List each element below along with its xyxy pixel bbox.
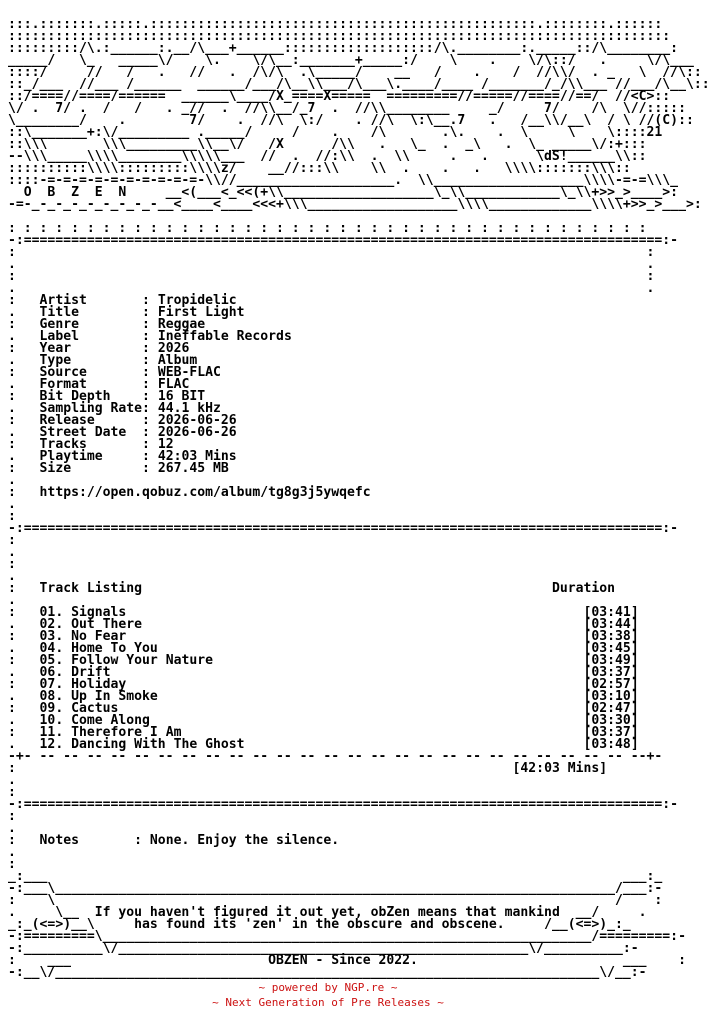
track-row: : 09. Cactus [02:47] bbox=[8, 701, 639, 716]
info-row: . Title : First Light bbox=[8, 305, 245, 320]
signoff-row: : ___ OBZEN - Since 2022. ___ : bbox=[8, 953, 686, 968]
divider: -:=================================================================================:- bbox=[8, 233, 679, 248]
track-row: . 06. Drift [03:37] bbox=[8, 665, 639, 680]
total-duration: [42:03 Mins] bbox=[512, 761, 608, 776]
nfo-document: :::.:::::::.:::::.:::::::::::::::::::::::::::::::::::::::::::::::::.::::::::.:::::: :::::::::::::::::::::::::::::::::::::::::::::::::::::::::::::::::::::::::::::::::::: :::::::::/\.:______:.__/\___+______:::::::::::::::::::/\.________:._____::/\________: _____/ \_ _____\/ \. \/\__:_______+_____:/ \ . \/\::/ . \/\___ ::::/ // / . // . /\/\ .\_____/ __ / . / //\\/ . _ \ //\:: ::_/___ //___ /______ ______/___/\__\\___/\___\.____/____ /_______/_/\\___ //___/\__\:: ::/====//====/====== ______\____/X_====X===== =========//=====//====//==/ //<C>:: \/ . 7/ . / / . _// . //\\__/_7 . //\\________ _/ 7/ /\ \//::::: \________/ . 7/ . //\ \:/ . //\ \:\__.7 . /__\\/__\ / \ //(C):: ::\_______+:\/_________ ._____/ / . /\ .\. . \ \ \::::21 ::\\\ \\\_________\\__\/ /X /\\ . \_ . _\ . \_ _____\/:+::: --\\\_____\\\\________\\\\\___ // . //:\\ . \\ . . \dS!______\\:: ::::::::::\\\\:::::::::\\\\z/ __//:::\\ \\ . . . \\\\:::::::\\\:: ::::-=-=-=-=-=-=-=-=-=-=-\\//____________________. \\___________________\\\\-=-=\\\_ O B Z E N __<(___<_<<(+\\___________________\_\\____________\_\\+>>_>____>: -=-_-_-_-_-_-_-_-_-__<____<____<<<+\\\___________________\\\\_____________\\\\+>>_>___>: : : : : : : : : : : : : : : : : : : : : : : : : : : : : : : : : : : : : : : : : : -:=================================================================================:- : : . . : : . . : Artist : Tropidelic . Title : First Light : Genre : Reggae . Label : Ineffable Records : Year : 2026 . Type : Album : Source : WEB-FLAC . Format : FLAC : Bit Depth : 16 BIT . Sampling Rate: 44.1 kHz : Release : 2026-06-26 . Street Date : 2026-06-26 : Tracks : 12 . Playtime : 42:03 Mins : Size : 267.45 MB . : https://open.qobuz.com/album/tg8g3j5ywqefc . : -:=================================================================================:- : . : . : Track Listing Duration . : 01. Signals [03:41] . 02. Out There [03:44] : 03. No Fear [03:38] . 04. Home To You [03:45] : 05. Follow Your Nature [03:49] . 06. Drift [03:37] : 07. Holiday [02:57] . 08. Up In Smoke [03:10] : 09. Cactus [02:47] . 10. Come Along [03:30] : 11. Therefore I Am [03:37] . 12. Dancing With The Ghost [03:48] -+- -- -- -- -- -- -- -- -- -- -- -- -- -- -- -- -- -- -- -- -- -- -- -- -- -- --+- : [42:03 Mins] . : -:=================================================================================:- : . : Notes : None. Enjoy the silence. . : _:___ ___:_ -:___\_______________________________________________________________________/___:- : \ / : . \__ If you haven't figured it out yet, obZen means that mankind __/ . _:_(<=>)__\ has found its 'zen' in the obscure and obscene. /__(<=>)_:_ -:=========\______________________________________________________________/=========:- -:__________\/____________________________________________________\/__________:- : ___ OBZEN - Since 2022. ___ : -:__\/_____________________________________________________________________\/__:- bbox=[8, 17, 710, 980]
info-row: . Street Date : 2026-06-26 bbox=[8, 425, 237, 440]
track-row: . 08. Up In Smoke [03:10] bbox=[8, 689, 639, 704]
duration-heading: Duration bbox=[551, 581, 616, 596]
artist-value: Tropidelic bbox=[157, 293, 237, 308]
track-row: : 05. Follow Your Nature [03:49] bbox=[8, 653, 639, 668]
info-row: : Year : 2026 bbox=[8, 341, 190, 356]
art-line: ::::::::::\\\\:::::::::\\\\z/ __//:::\\ \\ . . . \\\\:::::::\\\:: bbox=[8, 161, 631, 176]
track-row: : 11. Therefore I Am [03:37] bbox=[8, 725, 639, 740]
signoff: OBZEN - Since 2022. bbox=[268, 953, 418, 968]
tracklist-heading: Track Listing bbox=[39, 581, 143, 596]
art-line: _____/ \_ _____\/ \. \/\__:_______+_____:/ \ . \/\::/ . \/\___ bbox=[8, 53, 694, 68]
divider: -:=================================================================================:- bbox=[8, 521, 679, 536]
right-emote: <=> bbox=[575, 917, 600, 932]
art-line: :::::::::/\.:______:.__/\___+______:::::::::::::::::::/\.________:._____::/\________: bbox=[8, 41, 679, 56]
art-line: ::_/___ //___ /______ ______/___/\__\\___/\___\.____/____ /_______/_/\\___ //___/\__\:: bbox=[8, 77, 710, 92]
notes-value: None. Enjoy the silence. bbox=[149, 833, 340, 848]
track-row: : 07. Holiday [02:57] bbox=[8, 677, 639, 692]
art-line: ::::-=-=-=-=-=-=-=-=-=-=-\\//____________________. \\___________________\\\\-=-=\\\_ bbox=[8, 173, 679, 188]
info-row: : Artist : Tropidelic bbox=[8, 293, 237, 308]
divider: -:___\_______________________________________________________________________/___:- bbox=[8, 881, 663, 896]
divider: -+- -- -- -- -- -- -- -- -- -- -- -- -- -- -- -- -- -- -- -- -- -- -- -- -- -- --+- bbox=[8, 749, 663, 764]
track-row: . 12. Dancing With The Ghost [03:48] bbox=[8, 737, 639, 752]
info-row: . Type : Album bbox=[8, 353, 198, 368]
divider: -:__\/_____________________________________________________________________\/__:- bbox=[8, 965, 647, 980]
art-line: -=-_-_-_-_-_-_-_-_-__<____<____<<<+\\\___________________\\\\_____________\\\\+>>_>___>: bbox=[8, 197, 702, 212]
art-line: \/ . 7/ . / / . _// . //\\__/_7 . //\\________ _/ 7/ /\ \//::::: bbox=[8, 101, 686, 116]
track-row: : 01. Signals [03:41] bbox=[8, 605, 639, 620]
art-line: \________/ . 7/ . //\ \:/ . //\ \:\__.7 . /__\\/__\ / \ //(C):: bbox=[8, 113, 694, 128]
tagline-row: . \__ If you haven't figured it out yet, obZen means that mankind __/ . bbox=[8, 905, 647, 920]
notes-row: : Notes : None. Enjoy the silence. bbox=[8, 833, 340, 848]
art-line: ::::/ // / . // . /\/\ .\_____/ __ / . / //\\/ . _ \ //\:: bbox=[8, 65, 702, 80]
footer-tagline: ~ Next Generation of Pre Releases ~ bbox=[212, 996, 444, 1009]
footer bbox=[0, 980, 656, 1010]
left-emote: <=> bbox=[39, 917, 64, 932]
info-row: . Sampling Rate: 44.1 kHz bbox=[8, 401, 221, 416]
art-line: :::::::::::::::::::::::::::::::::::::::::::::::::::::::::::::::::::::::::::::::::::: bbox=[8, 29, 671, 44]
info-row: : Source : WEB-FLAC bbox=[8, 365, 221, 380]
art-line: ::\\\ \\\_________\\__\/ /X /\\ . \_ . _\ . \_ _____\/:+::: bbox=[8, 137, 647, 152]
total-row: : [42:03 Mins] bbox=[8, 761, 608, 776]
info-row: : Release : 2026-06-26 bbox=[8, 413, 237, 428]
tracklist-header: : Track Listing Duration bbox=[8, 581, 616, 596]
info-row: : Bit Depth : 16 BIT bbox=[8, 389, 206, 404]
info-row: . Label : Ineffable Records bbox=[8, 329, 292, 344]
divider: -:=========\______________________________________________________________/=========:- bbox=[8, 929, 686, 944]
info-row: : Genre : Reggae bbox=[8, 317, 206, 332]
divider: -:__________\/____________________________________________________\/__________:- bbox=[8, 941, 639, 956]
info-row: . Format : FLAC bbox=[8, 377, 190, 392]
art-line: ::/====//====/====== ______\____/X_====X===== =========//=====//====//==/ //<C>:: bbox=[8, 89, 671, 104]
info-row: . Playtime : 42:03 Mins bbox=[8, 449, 237, 464]
track-row: . 04. Home To You [03:45] bbox=[8, 641, 639, 656]
divider: -:=================================================================================:- bbox=[8, 797, 679, 812]
release-url[interactable]: : https://open.qobuz.com/album/tg8g3j5ywqefc bbox=[8, 485, 371, 500]
info-row: : Size : 267.45 MB bbox=[8, 461, 229, 476]
track-row: . 02. Out There [03:44] bbox=[8, 617, 639, 632]
art-line: --\\\_____\\\\________\\\\\___ // . //:\\ . \\ . . \dS!______\\:: bbox=[8, 149, 647, 164]
divider: _:___ ___:_ bbox=[8, 869, 663, 884]
track-row: . 10. Come Along [03:30] bbox=[8, 713, 639, 728]
footer-powered-by: ~ powered by NGP.re ~ bbox=[258, 981, 398, 994]
tagline-row: _:_(<=>)__\ has found its 'zen' in the obscure and obscene. /__(<=>)_:_ bbox=[8, 917, 631, 932]
art-line: :::.:::::::.:::::.:::::::::::::::::::::::::::::::::::::::::::::::::.::::::::.:::::: bbox=[8, 17, 663, 32]
info-row: : Tracks : 12 bbox=[8, 437, 174, 452]
top-rule: : : : : : : : : : : : : : : : : : : : : : : : : : : : : : : : : : : : : : : : : : bbox=[8, 221, 647, 236]
track-row: : 03. No Fear [03:38] bbox=[8, 629, 639, 644]
art-line: O B Z E N __<(___<_<<(+\\___________________\_\\____________\_\\+>>_>____>: bbox=[8, 185, 679, 200]
art-line: ::\_______+:\/_________ ._____/ / . /\ .\. . \ \ \::::21 bbox=[8, 125, 663, 140]
title-value: First Light bbox=[157, 305, 245, 320]
